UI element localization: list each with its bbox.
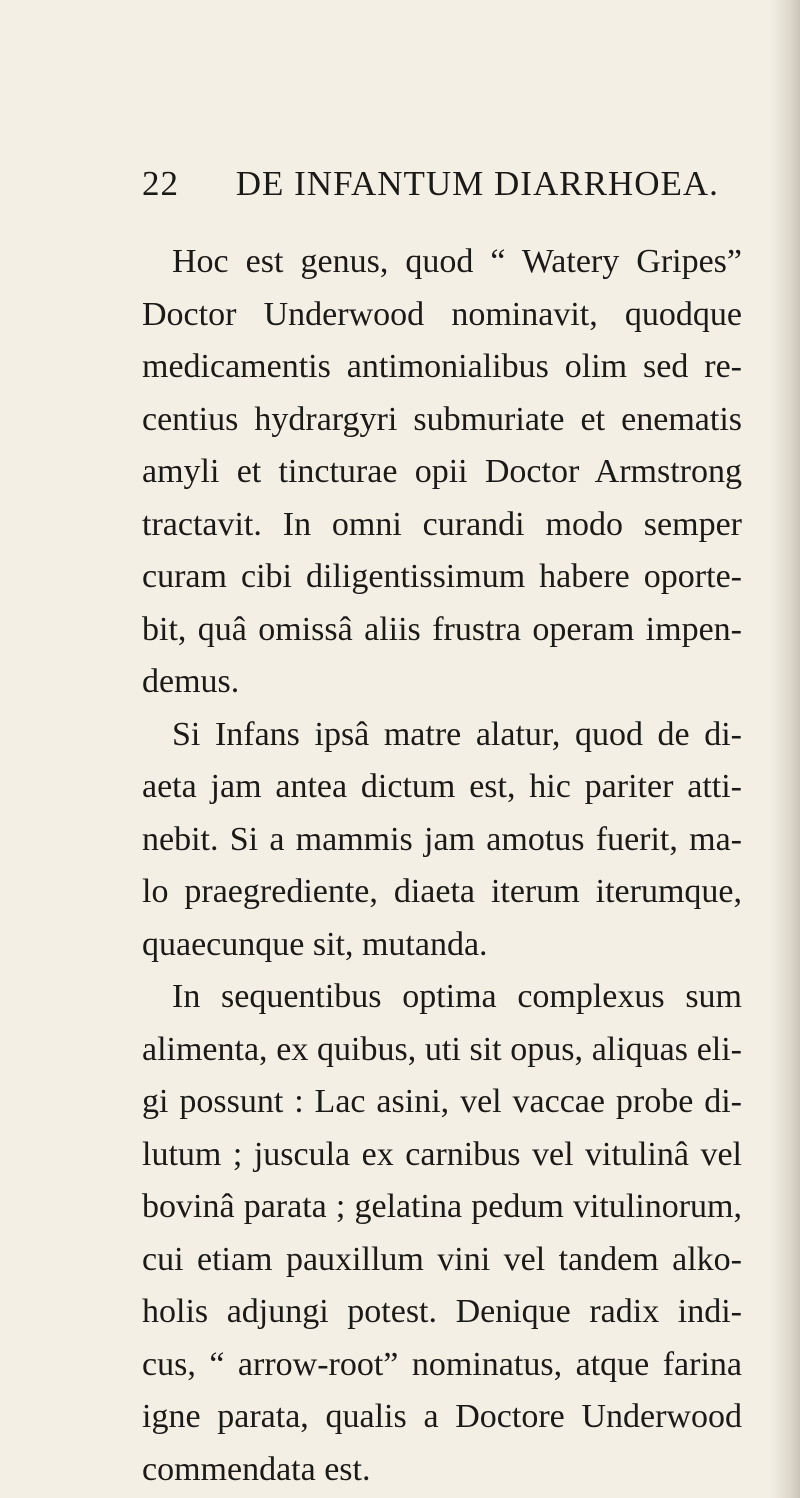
text-line: holis adjungi potest. Denique radix indi- [142,1293,742,1330]
text-line: igne parata, qualis a Doctore Underwood [142,1398,742,1435]
text-line: lo praegrediente, diaeta iterum iterumque, [142,873,742,910]
running-head [142,164,742,204]
text-line: Doctor Underwood nominavit, quodque [142,295,742,333]
text-line: bovinâ parata ; gelatina pedum vitulinorum, [142,1188,742,1225]
text-line: medicamentis antimonialibus olim sed re- [142,348,742,385]
text-line: gi possunt : Lac asini, vel vaccae probe di- [142,1083,742,1120]
text-line: demus. [142,663,240,700]
text-line: cus, “ arrow-root” nominatus, atque farina [142,1345,742,1383]
text-line: lutum ; juscula ex carnibus vel vitulinâ vel [142,1135,742,1173]
page-number: 22 [142,164,179,203]
text-line: tractavit. In omni curandi modo semper [142,505,742,543]
text-line: nebit. Si a mammis jam amotus fuerit, ma- [142,820,742,858]
text-line: alimenta, ex quibus, uti sit opus, aliquas eli- [142,1030,742,1068]
text-line: curam cibi diligentissimum habere oporte- [142,558,742,595]
text-line: bit, quâ omissâ aliis frustra operam impen- [142,610,742,648]
text-line: Hoc est genus, quod “ Watery Gripes” [172,243,742,280]
text-line: In sequentibus optima complexus sum [172,978,742,1015]
body-text [142,236,742,1496]
text-line: cui etiam pauxillum vini vel tandem alko- [142,1240,742,1278]
running-title: DE INFANTUM DIARRHOEA. [235,164,719,203]
text-line: commendata est. [142,1450,371,1488]
text-line: Si Infans ipsâ matre alatur, quod de di- [172,715,742,753]
text-line: aeta jam antea dictum est, hic pariter atti- [142,768,742,805]
text-line: centius hydrargyri submuriate et enematis [142,400,742,438]
text-line: quaecunque sit, mutanda. [142,925,488,963]
text-line: amyli et tincturae opii Doctor Armstrong [142,453,742,490]
